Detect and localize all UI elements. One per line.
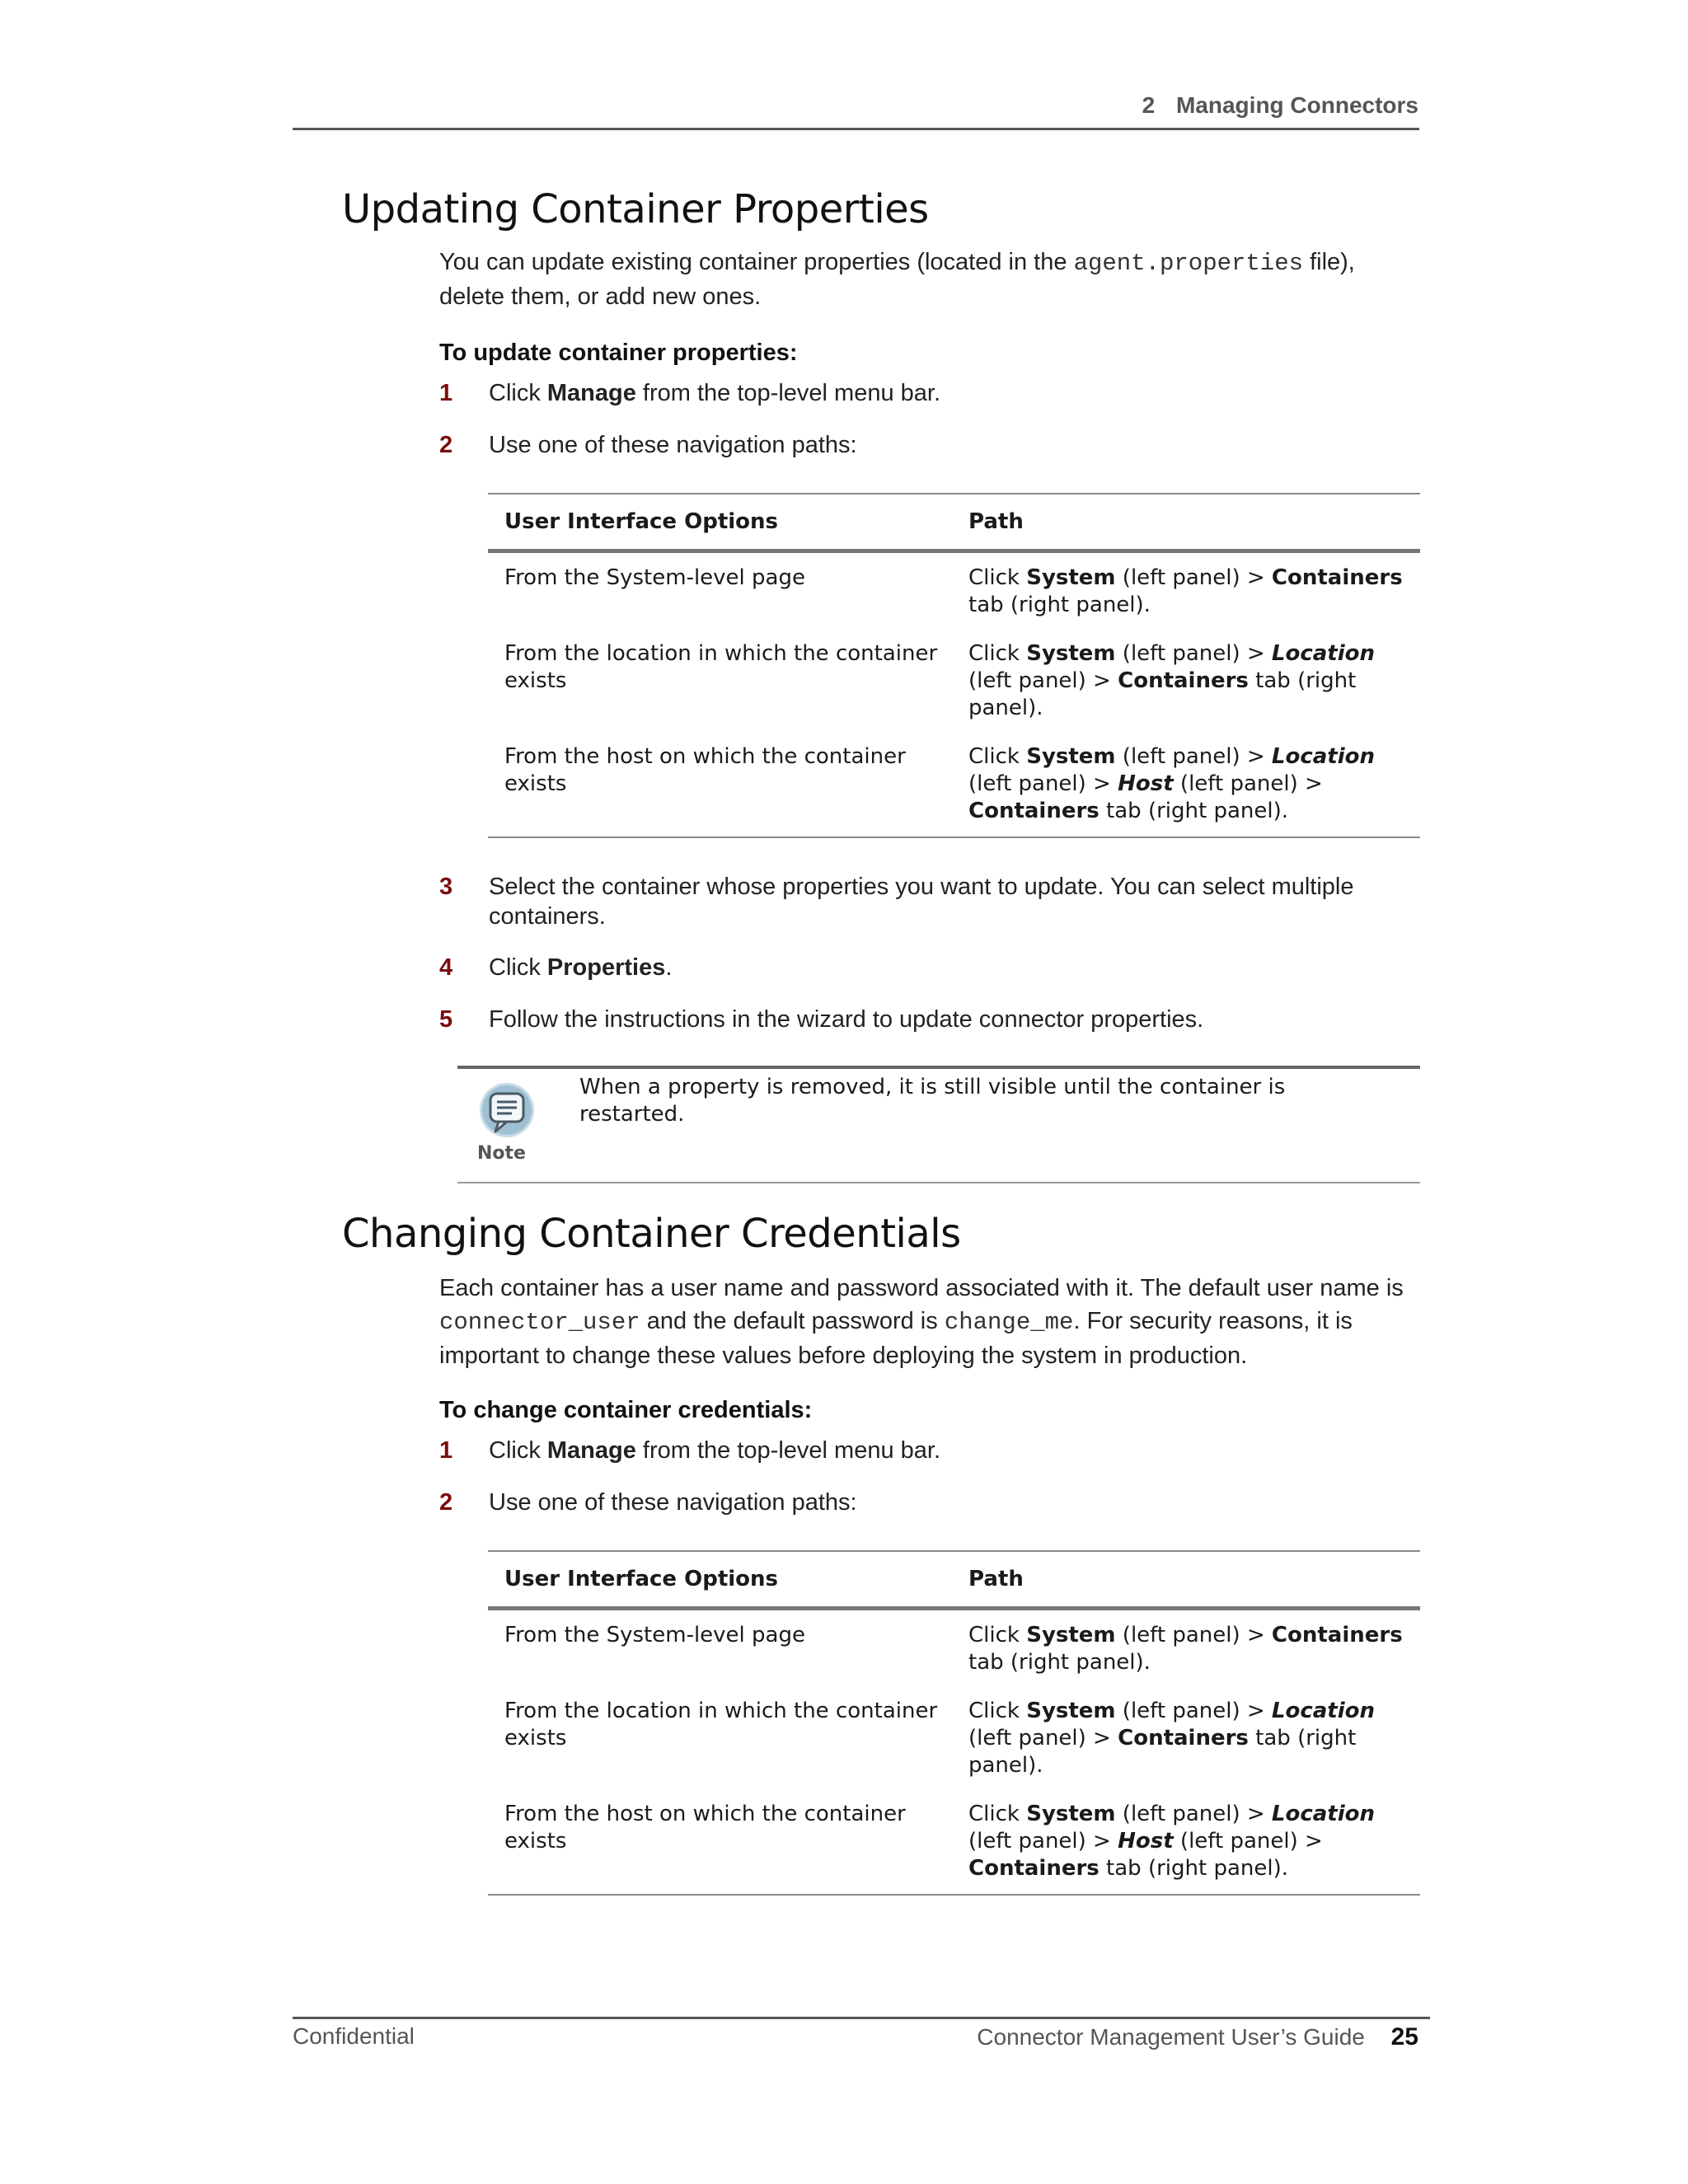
footer-confidential: Confidential	[293, 2023, 415, 2049]
table-header: User Interface Options Path	[504, 1567, 1024, 1591]
section-title-updating: Updating Container Properties	[342, 186, 929, 232]
chapter-number: 2	[1142, 92, 1156, 118]
table-row: From the host on which the container exists Click System (left panel) > Location (left panel) > Host (left panel) > Containers tab (right panel).	[504, 1802, 1376, 1881]
table-header: User Interface Options Path	[504, 509, 1024, 534]
page-number: 25	[1390, 2023, 1418, 2050]
footer-guide-title: Connector Management User’s Guide	[977, 2024, 1365, 2050]
step-4: 4 Click Properties.	[439, 954, 673, 981]
step-3: 3 Select the container whose properties you want to update. You can select multiple containers.	[439, 874, 1354, 930]
header-rule	[293, 128, 1419, 130]
note-label: Note	[477, 1143, 526, 1164]
table-row: From the System-level page Click System (left panel) > Containers tab (right panel).	[504, 1623, 1403, 1675]
ui-manage: Manage	[546, 380, 636, 406]
step-1-credentials: 1 Click Manage from the top-level menu bar.	[439, 1437, 941, 1464]
table-row: From the host on which the container exists Click System (left panel) > Location (left panel) > Host (left panel) > Containers tab (right panel).	[504, 744, 1376, 823]
code-agent-properties: agent.properties	[1073, 250, 1304, 277]
table-row: From the location in which the container exists Click System (left panel) > Location (left panel) > Containers tab (right panel).	[504, 1699, 1376, 1778]
procedure-title-update: To update container properties:	[439, 340, 798, 366]
step-1: 1 Click Manage from the top-level menu bar.	[439, 380, 941, 406]
nav-paths-table-2	[488, 1550, 1420, 1896]
note-box	[457, 1066, 1420, 1183]
note-text: When a property is removed, it is still visible until the container is restarted.	[579, 1075, 1286, 1127]
code-connector-user: connector_user	[439, 1309, 640, 1336]
step-5: 5 Follow the instructions in the wizard to update connector properties.	[439, 1006, 1204, 1033]
table-row: From the System-level page Click System (left panel) > Containers tab (right panel).	[504, 565, 1403, 617]
ui-manage: Manage	[546, 1437, 636, 1464]
running-header	[1142, 92, 1418, 119]
section2-intro: Each container has a user name and password associated with it. The default user name is connector_user and the default password is change_me. For security reasons, it is important to change these values before deploying the system in production.	[439, 1275, 1404, 1369]
footer-rule	[293, 2017, 1430, 2019]
chapter-title: Managing Connectors	[1175, 92, 1418, 118]
section1-intro: You can update existing container properties (located in the agent.properties file), delete them, or add new ones.	[439, 249, 1355, 310]
nav-paths-table-1	[488, 493, 1420, 838]
procedure-title-change: To change container credentials:	[439, 1397, 813, 1423]
ui-properties: Properties	[546, 954, 666, 981]
code-change-me: change_me	[944, 1309, 1074, 1336]
step-2-credentials: 2 Use one of these navigation paths:	[439, 1489, 857, 1516]
step-2: 2 Use one of these navigation paths:	[439, 432, 857, 458]
table-row: From the location in which the container exists Click System (left panel) > Location (left panel) > Containers tab (right panel).	[504, 641, 1376, 720]
note-speech-bubble-icon	[474, 1079, 540, 1169]
section-title-changing: Changing Container Credentials	[342, 1211, 961, 1257]
footer-right	[977, 2023, 1418, 2051]
